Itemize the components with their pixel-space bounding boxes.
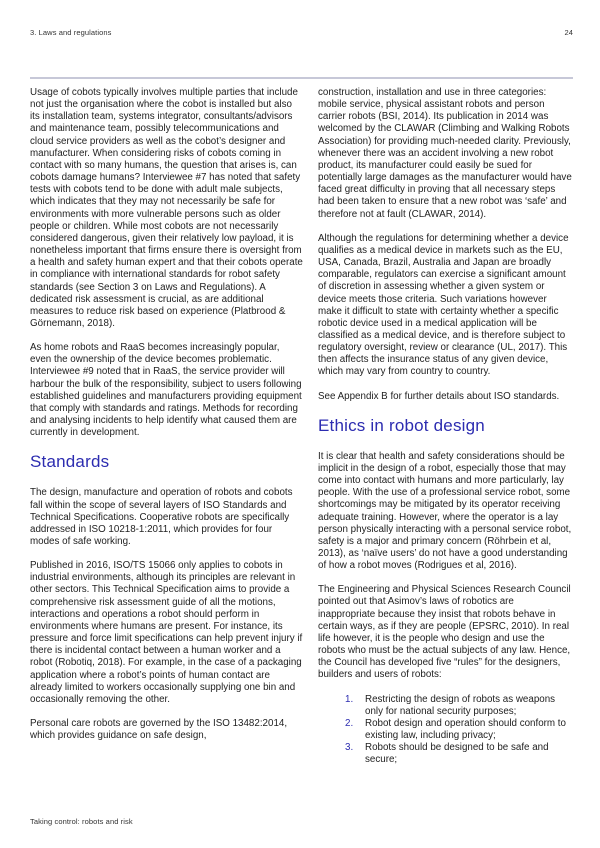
section-heading-standards: Standards: [30, 452, 110, 472]
body-paragraph: The Engineering and Physical Sciences Research Council pointed out that Asimov’s laws of robotics are inappropriate because they insist that robots behave in certain ways, as if they are people (EPSRC, 2010). In real life however, it is the people who design and use the robots who must be the actual subjects of any law. Hence, the Council has developed five “rules” for the designers, builders and users of robots:: [318, 584, 571, 681]
right-column: [318, 87, 573, 767]
body-paragraph: The design, manufacture and operation of robots and cobots fall within the scope of several layers of ISO Standards and Technical Specifications. Cooperative robots are specifically addressed in ISO 10218-1:2011, which provides for four modes of safe working.: [30, 487, 293, 547]
epsrc-rules-list: [318, 694, 573, 767]
body-paragraph: Published in 2016, ISO/TS 15066 only applies to cobots in industrial environments, although its principles are relevant in other sectors. This Technical Specification aims to provide a comprehensive risk assessment guide of all the motions, interactions and operations a robot should perform in environments where humans are present. For instance, its pressure and force limit specifications can help prevent injury if there is incidental contact between a human worker and a robot (Robotiq, 2018). For example, in the case of a packaging application where a robot’s points of human contact are already limited to workers occasionally supplying one bin and occasionally removing the other.: [30, 560, 303, 705]
rule-text: Robots should be designed to be safe and secure;: [365, 742, 549, 766]
rule-text: Restricting the design of robots as weapons only for national security purposes;: [365, 693, 556, 717]
body-paragraph: Personal care robots are governed by the ISO 13482:2014, which provides guidance on safe design,: [30, 718, 288, 742]
content-columns: [30, 87, 573, 767]
rule-number: 3.: [345, 742, 354, 754]
page-header: [30, 28, 573, 37]
section-heading-ethics: Ethics in robot design: [318, 415, 485, 435]
rule-list-item: [345, 718, 573, 742]
rule-list-item: [345, 742, 573, 766]
rule-text: Robot design and operation should conform to existing law, including privacy;: [365, 717, 566, 742]
footer-title: Taking control: robots and risk: [30, 817, 133, 826]
left-column: [30, 87, 303, 767]
body-paragraph: Although the regulations for determining whether a device qualifies as a medical device in markets such as the EU, USA, Canada, Brazil, Australia and Japan are broadly comparable, regulators can exercise a significant amount of discretion in assessing whether a given system or device meets those criteria. Such variations however make it difficult to state with certainty whether a specific robotic device used in a medical application will be classified as a medical device, and is therefore subject to regulatory oversight, review or clearance (UL, 2017). This then affects the insurance status of any given device, which may vary from country to country.: [318, 232, 569, 378]
header-page-number: 24: [564, 28, 573, 37]
body-paragraph: See Appendix B for further details about ISO standards.: [318, 390, 560, 402]
rule-number: 1.: [345, 693, 354, 705]
header-divider-rule: [30, 77, 573, 79]
header-section-label: 3. Laws and regulations: [30, 28, 112, 37]
page-footer: [30, 817, 133, 826]
body-paragraph: construction, installation and use in three categories: mobile service, physical assistant robots and person carrier robots (BSI, 2014). Its publication in 2014 was welcomed by the CLAWAR (Climbing and Walking Robots Association) for providing much-needed clarity. Previously, whenever there was an accident involving a new robot product, its manufacturer could easily be sued for potentially large damages as the manufacturer would have faced great difficulty in proving that all necessary steps had been taken to ensure that a new robot was ‘safe’ and therefore not at fault (CLAWAR, 2014).: [318, 87, 572, 220]
body-paragraph: Usage of cobots typically involves multiple parties that include not just the organisation where the cobot is installed but also its installation team, systems integrator, consultants/advisors and maintenance team, possibly telecommunications and cloud service providers as well as the cobot’s designer and manufacturer. When considering risks of cobots coming in contact with so many humans, the question that arises is, can cobots damage humans? Interviewee #7 has noted that safety tests with cobots tend to be done with adult male subjects, which indicates that they may not necessarily be safe for environments with more vulnerable persons such as older people or children. While most cobots are not necessarily considered dangerous, given their relatively low payload, it is nonetheless important that firms ensure there is oversight from a health and safety human expert and that their cobots operate in compliance with international standards for robot safety standards (see Section 3 on Laws and Regulations). A dedicated risk assessment is crucial, as are additional measures to reduce risk based on experience (Platbrood & Görnemann, 2018).: [30, 87, 303, 329]
rule-list-item: [345, 694, 573, 718]
body-paragraph: As home robots and RaaS becomes increasingly popular, even the ownership of the device becomes problematic. Interviewee #9 noted that in RaaS, the service provider will harbour the bulk of the responsibility, subject to users following established guidelines and manufacturers providing equipment that comply with standards and ratings. Methods for recording and analysing incidents to help identify what caused them are currently in development.: [30, 342, 302, 439]
body-paragraph: It is clear that health and safety considerations should be implicit in the design of a robot, especially those that may come into contact with humans and more particularly, lay people. With the use of a professional service robot, some shortcomings may be mitigated by its operator receiving adequate training. However, where the operator is a lay person physically interacting with a personal service robot, safety is a major and primary concern (Röhrbein et al, 2013), as ‘naïve users’ do not have a good understanding of how a robot moves (Rodrigues et al, 2016).: [318, 450, 572, 572]
rule-number: 2.: [345, 717, 354, 729]
